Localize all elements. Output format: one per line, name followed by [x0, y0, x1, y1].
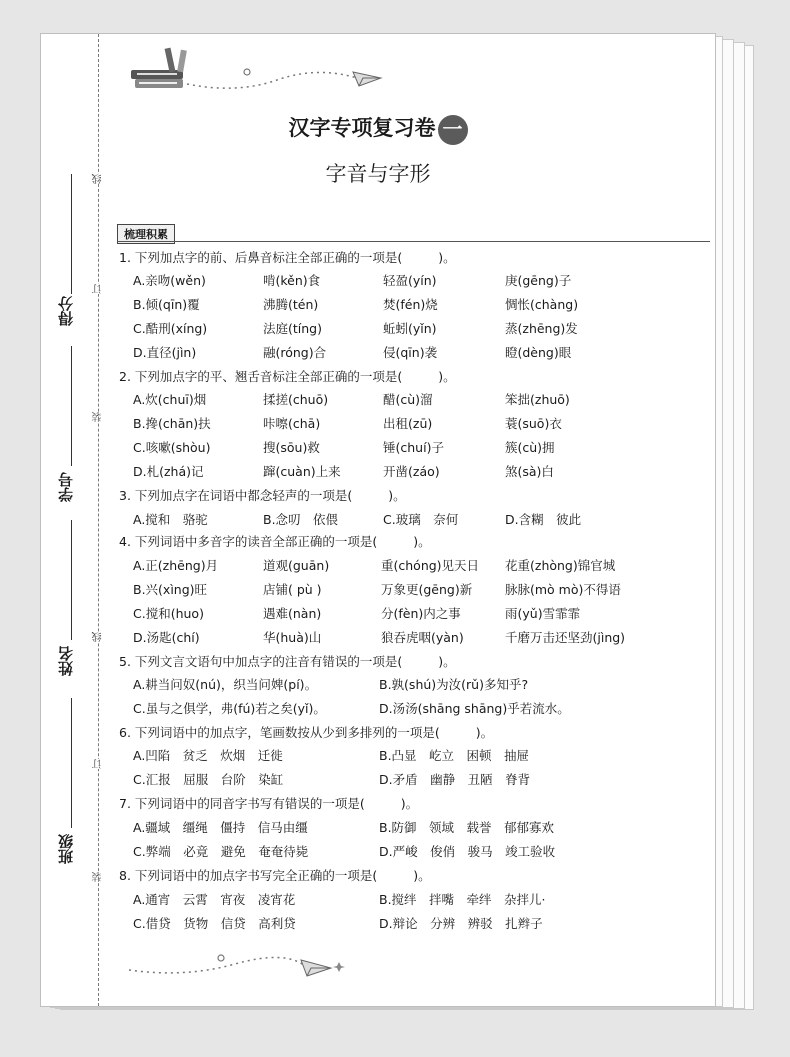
q7-a: A.疆域 缰绳 僵持 信马由缰: [133, 820, 308, 835]
q1-d2: 融(róng)合: [263, 345, 327, 360]
q8-d: D.辩论 分辨 辨驳 扎辫子: [379, 916, 543, 931]
worksheet-page: [40, 33, 716, 1007]
q1-b4: 惆怅(chàng): [505, 297, 579, 312]
q5-c: C.虽与之俱学，弗(fú)若之矣(yǐ)。: [133, 701, 326, 716]
score-label: 得分: [57, 296, 75, 326]
page-subtitle: 字音与字形: [325, 162, 431, 186]
q4-a3: 重(chóng)见天日: [381, 558, 480, 573]
q4-c1: C.搅和(huo): [133, 606, 204, 621]
q2-d1: D.札(zhá)记: [133, 464, 204, 479]
q2-c3: 锤(chuí)子: [383, 440, 444, 455]
q2-c2: 搜(sōu)救: [263, 440, 320, 455]
q1-d1: D.直径(jìn): [133, 345, 197, 360]
q5-b: B.孰(shú)为汝(rǔ)多知乎?: [379, 677, 529, 692]
q4-a4: 花重(zhòng)锦官城: [505, 558, 616, 573]
q1-b3: 焚(fén)烧: [383, 297, 438, 312]
section-rule: [117, 241, 710, 242]
q3-d: D.含糊 彼此: [505, 512, 582, 527]
q2-b1: B.搀(chān)扶: [133, 416, 211, 431]
q1-b2: 沸腾(tén): [263, 297, 319, 312]
score-line: [71, 174, 72, 294]
q4-d1: D.汤匙(chí): [133, 630, 200, 645]
class-line: [71, 698, 72, 828]
q6-d: D.矛盾 幽静 丑陋 脊背: [379, 772, 531, 787]
bind-word-3: 装: [93, 412, 104, 422]
name-line: [71, 520, 72, 640]
q2-a1: A.炊(chuī)烟: [133, 392, 207, 407]
bind-word-4: 线: [93, 632, 104, 642]
q2-a2: 揉搓(chuō): [263, 392, 329, 407]
q6-b: B.凸显 屹立 困顿 抽屉: [379, 748, 530, 763]
q2-b2: 咔嚓(chā): [263, 416, 321, 431]
q4-d3: 狼吞虎咽(yàn): [381, 630, 464, 645]
q4-b3: 万象更(gēng)新: [381, 582, 473, 597]
q1-c4: 蒸(zhēng)发: [505, 321, 578, 336]
bind-word-2: 订: [93, 284, 104, 294]
student-id-label: 学号: [57, 472, 75, 502]
q2-d3: 开凿(záo): [383, 464, 440, 479]
q2-b3: 出租(zū): [383, 416, 433, 431]
paper-plane-decoration-icon: [125, 944, 355, 984]
question-6-stem: 6. 下列词语中的加点字，笔画数按从少到多排列的一项是( )。: [119, 725, 494, 740]
q2-d4: 煞(sà)白: [505, 464, 554, 479]
q4-d4: 千磨万击还坚劲(jìng): [505, 630, 626, 645]
q1-a2: 啃(kěn)食: [263, 273, 321, 288]
q5-d: D.汤汤(shāng shāng)乎若流水。: [379, 701, 570, 716]
q5-a: A.耕当问奴(nú)，织当问婢(pí)。: [133, 677, 318, 692]
q6-a: A.凹陷 贫乏 炊烟 迁徙: [133, 748, 283, 763]
q2-b4: 蓑(suō)衣: [505, 416, 562, 431]
q4-b2: 店铺( pù ): [263, 582, 322, 597]
q4-a1: A.正(zhēng)月: [133, 558, 219, 573]
q1-c3: 蚯蚓(yǐn): [383, 321, 437, 336]
q1-a4: 庚(gēng)子: [505, 273, 572, 288]
title-number-badge: 一: [438, 115, 468, 145]
q8-b: B.搅绊 拌嘴 牵绊 杂拌儿·: [379, 892, 546, 907]
q7-b: B.防御 领域 载誉 郁郁寡欢: [379, 820, 555, 835]
bind-word-1: 线: [93, 174, 104, 184]
q3-c: C.玻璃 奈何: [383, 512, 459, 527]
q3-b: B.念叨 依偎: [263, 512, 339, 527]
q4-c2: 遇难(nàn): [263, 606, 322, 621]
q6-c: C.汇报 屈服 台阶 染缸: [133, 772, 284, 787]
q2-a3: 醋(cù)溜: [383, 392, 433, 407]
q4-b4: 脉脉(mò mò)不得语: [505, 582, 621, 597]
page-title: 汉字专项复习卷 一: [41, 112, 715, 145]
q2-c4: 簇(cù)拥: [505, 440, 555, 455]
question-3-stem: 3. 下列加点字在词语中都念轻声的一项是( )。: [119, 488, 406, 503]
question-2-stem: 2. 下列加点字的平、翘舌音标注全部正确的一项是( )。: [119, 369, 456, 384]
q1-d3: 侵(qīn)袭: [383, 345, 438, 360]
section-tag: 梳理积累: [117, 224, 175, 244]
student-id-line: [71, 346, 72, 466]
q4-d2: 华(huà)山: [263, 630, 322, 645]
q3-a: A.搅和 骆驼: [133, 512, 208, 527]
books-decoration-icon: [127, 44, 387, 96]
class-label: 班级: [57, 834, 75, 864]
q4-b1: B.兴(xìng)旺: [133, 582, 208, 597]
q1-a3: 轻盈(yín): [383, 273, 437, 288]
name-label: 姓名: [57, 646, 75, 676]
q1-a1: A.亲吻(wěn): [133, 273, 206, 288]
bind-word-5: 订: [93, 759, 104, 769]
question-4-stem: 4. 下列词语中多音字的读音全部正确的一项是( )。: [119, 534, 431, 549]
q4-c4: 雨(yǔ)雪霏霏: [505, 606, 581, 621]
q1-c1: C.酷刑(xíng): [133, 321, 208, 336]
question-1-stem: 1. 下列加点字的前、后鼻音标注全部正确的一项是( )。: [119, 250, 456, 265]
question-8-stem: 8. 下列词语中的加点字书写完全正确的一项是( )。: [119, 868, 431, 883]
q8-c: C.借贷 货物 信贷 高利贷: [133, 916, 296, 931]
q7-c: C.弊端 必竟 避免 奄奄待毙: [133, 844, 309, 859]
question-5-stem: 5. 下列文言文语句中加点字的注音有错误的一项是( )。: [119, 654, 456, 669]
question-7-stem: 7. 下列词语中的同音字书写有错误的一项是( )。: [119, 796, 419, 811]
q4-c3: 分(fèn)内之事: [381, 606, 461, 621]
q2-a4: 笨拙(zhuō): [505, 392, 570, 407]
q7-d: D.严峻 俊俏 骏马 竣工验收: [379, 844, 556, 859]
q2-c1: C.咳嗽(shòu): [133, 440, 211, 455]
q1-c2: 法庭(tíng): [263, 321, 322, 336]
q1-b1: B.倾(qīn)覆: [133, 297, 200, 312]
q1-d4: 瞪(dèng)眼: [505, 345, 572, 360]
bind-word-6: 装: [93, 872, 104, 882]
q4-a2: 道观(guān): [263, 558, 330, 573]
q8-a: A.通宵 云霄 宵夜 凌宵花: [133, 892, 296, 907]
q2-d2: 蹿(cuàn)上来: [263, 464, 341, 479]
